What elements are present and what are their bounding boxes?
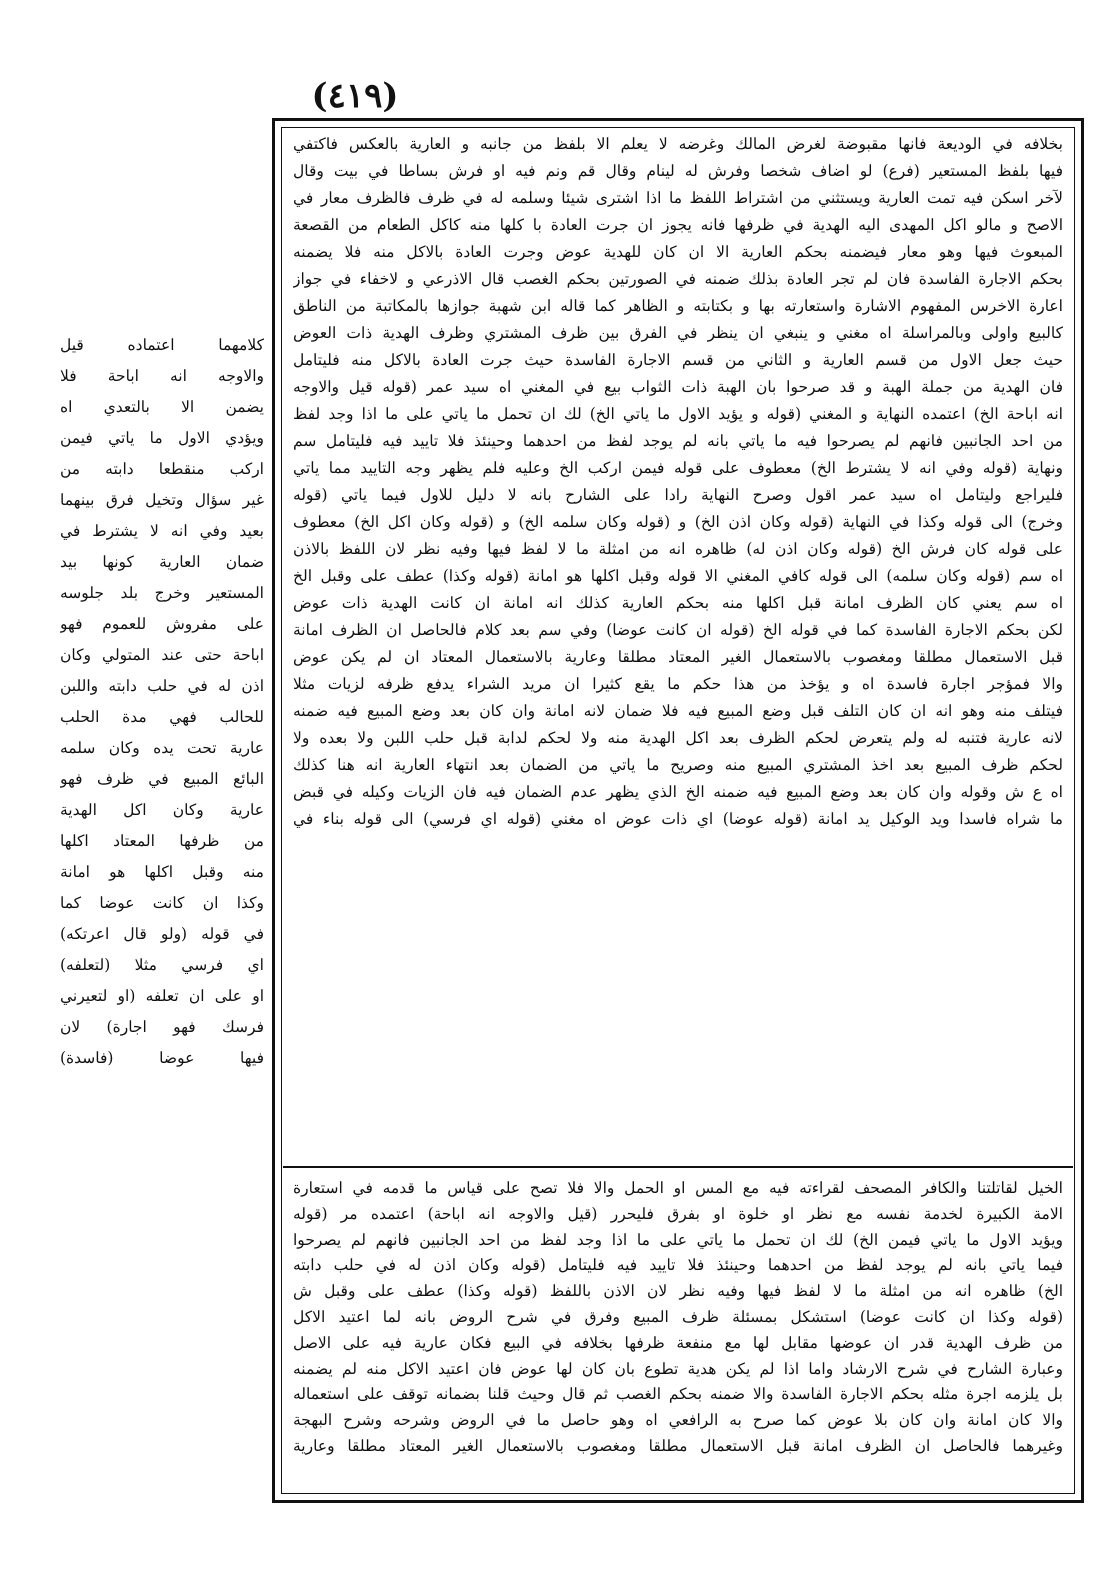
text-line: لكن بحكم الاجارة الفاسدة كما في قوله الخ (قوله ان كانت عوضا) وفي سم بعد كلام فالحاصل ان الظرف امانة bbox=[293, 621, 1063, 639]
margin-line: من ظرفها المعتاد اكلها bbox=[60, 832, 264, 850]
text-line: ويؤيد الاول ما ياتي فيمن الخ) لك ان تحمل ما ياتي على ما اذا وجد لفظ من احد الجانبين فانهم لم يصرحوا bbox=[293, 1230, 1063, 1249]
text-line: ما شراه فاسدا ويد الوكيل يد امانة (قوله عوضا) اي ذات عوض اه مغني (قوله اي فرسي) الى قوله بناء في bbox=[293, 810, 1063, 828]
section-divider bbox=[283, 1166, 1073, 1168]
text-line: قبل الاستعمال مطلقا ومغصوب بالاستعمال الغير المعتاد مطلقا وعارية بالاستعمال المعتاد ان لم يكن عوض bbox=[293, 648, 1063, 666]
text-line: اعارة الاخرس المفهوم الاشارة واستعارته بها و بكتابته و الظاهر كما قاله ابن شهبة جوازها بالمكاتبة من الناطق bbox=[293, 297, 1063, 315]
page-number: (٤١٩) bbox=[311, 76, 399, 116]
text-line: الخيل لقاتلتنا والكافر المصحف لقراءته فيه مع المس او الحمل والا فلا تصح على قياس ما قدمه في استعارة bbox=[293, 1179, 1063, 1197]
margin-note bbox=[60, 330, 264, 1340]
margin-line: عارية وكان اكل الهدية bbox=[60, 801, 264, 819]
margin-line: اي فرسي مثلا (لتعلفه) bbox=[60, 956, 264, 974]
text-line: من احد الجانبين فانهم لم يصرحوا فيه ما ياتي بانه لم يوجد لفظ من احدهما وحينئذ فلا تاييد فيه فليتامل سم bbox=[293, 432, 1063, 450]
text-line: بل يلزمه اجرة مثله بحكم الاجارة الفاسدة والا ضمنه بحكم الغصب ثم قال وحيث قلنا بضمانه توقف على استعماله bbox=[293, 1385, 1063, 1404]
margin-line: منه وقبل اكلها هو امانة bbox=[60, 863, 264, 881]
main-text-upper bbox=[293, 131, 1063, 1151]
margin-line: بعيد وفي انه لا يشترط في bbox=[60, 522, 264, 540]
margin-line: فرسك فهو اجارة) لان bbox=[60, 1018, 264, 1036]
margin-line: على مفروش للعموم فهو bbox=[60, 615, 264, 633]
margin-line: ويؤدي الاول ما ياتي فيمن bbox=[60, 429, 264, 447]
text-line: من ظرف الهدية قدر ان عوضها مقابل لها مع منفعة ظرفها بخلافه في البيع فكان عارية فيه على الاصل bbox=[293, 1333, 1063, 1352]
text-line: الامة الكبيرة لخدمة نفسه مع نظر او خلوة او بفرق فليحرر (قيل والاوجه انه اباحة) اعتمده مر (قوله bbox=[293, 1204, 1063, 1223]
margin-line: او على ان تعلفه (او لتعيرني bbox=[60, 987, 264, 1005]
margin-line: عارية تحت يده وكان سلمه bbox=[60, 739, 264, 757]
margin-line: اباحة حتى عند المتولي وكان bbox=[60, 646, 264, 664]
main-text-lower bbox=[293, 1176, 1063, 1491]
text-line: فيتلف منه وهو انه ان كان التلف قبل وضع المبيع فيه فلا ضمان لانه امانة وان كان بعد وضع المبيع فيه ضمنه bbox=[293, 702, 1063, 720]
margin-line: كلامهما اعتماده قيل bbox=[60, 336, 264, 354]
text-line: والا كان امانة وان كان بلا عوض كما صرح به الرافعي اه وهو حاصل ما في الروض وشرحه وشرح البهجة bbox=[293, 1411, 1063, 1430]
margin-line: فيها عوضا (فاسدة) bbox=[60, 1049, 264, 1067]
text-line: ونهاية (قوله وفي انه لا يشترط الخ) معطوف على قوله فيمن اركب الخ وعليه فلم يظهر وجه التاييد مما ياتي bbox=[293, 459, 1063, 477]
text-line: الخ) ظاهره انه من امثلة ما لا لفظ فيها وفيه نظر لان الاذن باللفظ (قوله وكذا) عطف على وقبل ش bbox=[293, 1282, 1063, 1301]
text-line: وعبارة الشارح في شرح الارشاد واما اذا لم يكن هدية تطوع بان كان لها عوض فان اعتيد الاكل منه لم يضمنه bbox=[293, 1359, 1063, 1378]
text-line: انه اباحة الخ) اعتمده النهاية و المغني (قوله و يؤيد الاول ما ياتي الخ) لك ان تحمل ما ياتي على ما اذا وجد لفظ bbox=[293, 405, 1063, 423]
text-line: والا فمؤجر اجارة فاسدة اه و يؤخذ من هذا حكم ما يقع كثيرا ان مريد الشراء يدفع ظرفه لزيات مثلا bbox=[293, 675, 1063, 693]
text-line: المبعوث فيها وهو معار فيضمنه بحكم العارية الا ان كان للهدية عوض وجرت العادة بالاكل منه فلا يضمنه bbox=[293, 243, 1063, 261]
text-line: وخرج) الى قوله وكذا في النهاية (قوله وكان اذن الخ) و (قوله وكان سلمه الخ) و (قوله وكان اكل الخ) معطوف bbox=[293, 513, 1063, 531]
text-line: كالبيع واولى وبالمراسلة اه مغني و ينبغي ان ينظر في الفرق بين ظرف المشتري وظرف الهدية ذات العوض bbox=[293, 324, 1063, 342]
text-line: اه ع ش وقوله وان كان بعد وضع المبيع فيه ضمنه الخ الذي يظهر عدم الضمان فيه فان الزيات وكيله في قبض bbox=[293, 783, 1063, 801]
text-line: على قوله كان فرش الخ (قوله وكان اذن له) ظاهره انه من امثلة ما لا لفظ فيها وفيه نظر لان اللفظ بالاذن bbox=[293, 540, 1063, 558]
text-line: حيث جعل الاول من قسم العارية و الثاني من قسم الاجارة الفاسدة حيث جرت العادة بالاكل منه فليتامل bbox=[293, 351, 1063, 369]
margin-line: اذن له في حلب دابته واللبن bbox=[60, 677, 264, 695]
margin-line: البائع المبيع في ظرف فهو bbox=[60, 770, 264, 788]
margin-line: وكذا ان كانت عوضا كما bbox=[60, 894, 264, 912]
margin-line: المستعير وخرج بلد جلوسه bbox=[60, 584, 264, 602]
text-line: لانه عارية فتنبه له ولم يتعرض لحكم الظرف بعد اكل الهدية منه ولا لحكم لدابة قبل حلب اللبن ولا بعده ولا bbox=[293, 729, 1063, 747]
margin-line: يضمن الا بالتعدي اه bbox=[60, 398, 264, 416]
text-line: فيما ياتي بانه لم يوجد لفظ من احدهما وحينئذ فلا تاييد فيه فليتامل (قوله وكان اذن له في حلب دابته bbox=[293, 1256, 1063, 1275]
text-line: بحكم الاجارة الفاسدة فان لم تجر العادة بذلك ضمنه في الصورتين بحكم الغصب قال الاذرعي و لاخفاء في جواز bbox=[293, 270, 1063, 288]
text-line: الاصح و مالو اكل المهدى اليه الهدية في ظرفها فانه يجوز ان جرت العادة با كلها منه كاكل الطعام من القصعة bbox=[293, 216, 1063, 234]
text-line: بخلافه في الوديعة فانها مقبوضة لغرض المالك وغرضه لا يعلم الا بلفظ من جانبه و العارية بالعكس فاكتفي bbox=[293, 135, 1063, 153]
margin-line: ضمان العارية كونها بيد bbox=[60, 553, 264, 571]
margin-line: اركب منقطعا دابته من bbox=[60, 460, 264, 478]
margin-line: غير سؤال وتخيل فرق بينهما bbox=[60, 491, 264, 509]
text-line: فليراجع وليتامل اه سيد عمر اقول وصرح النهاية رادا على الشارح بانه لا دليل للاول فيما ياتي (قوله bbox=[293, 486, 1063, 504]
text-line: لآخر اسكن فيه تمت العارية ويستثني من اشتراط اللفظ ما اذا اشترى شيئا وسلمه له في ظرف فالظرف معار في bbox=[293, 189, 1063, 207]
text-line: فان الهدية من جملة الهبة و قد صرحوا بان الهبة ذات الثواب بيع في المغني اه سيد عمر (قوله قيل والاوجه bbox=[293, 378, 1063, 396]
margin-line: للحالب فهي مدة الحلب bbox=[60, 708, 264, 726]
text-line: اه سم (قوله وكان سلمه) الى قوله كافي المغني الا قوله وقبل اكلها هو امانة (قوله وكذا) عطف على وقبل الخ bbox=[293, 567, 1063, 585]
text-line: اه سم يعني كان الظرف امانة قبل اكلها منه بحكم العارية كذلك انه امانة ان كانت الهدية ذات عوض bbox=[293, 594, 1063, 612]
text-line: فيها بلفظ المستعير (فرع) لو اضاف شخصا وفرش له لينام وقال قم ونم فيه او فرش بساطا في بيت وقال bbox=[293, 162, 1063, 180]
margin-line: في قوله (ولو قال اعرتكه) bbox=[60, 925, 264, 943]
margin-line: والاوجه انه اباحة فلا bbox=[60, 367, 264, 385]
text-line: لحكم ظرف المبيع بعد اخذ المشتري المبيع منه وصريح ما ياتي من الضمان بعد انتهاء العارية انه هنا كذلك bbox=[293, 756, 1063, 774]
main-text-frame bbox=[272, 118, 1084, 1503]
text-line: (قوله وكذا ان كانت عوضا) استشكل بمسئلة ظرف المبيع وفرق في شرح الروض بانه لما اعتيد الاكل bbox=[293, 1307, 1063, 1326]
text-line: وغيرهما فالحاصل ان الظرف امانة قبل الاستعمال مطلقا ومغصوب بالاستعمال الغير المعتاد مطلقا وعارية bbox=[293, 1436, 1063, 1455]
